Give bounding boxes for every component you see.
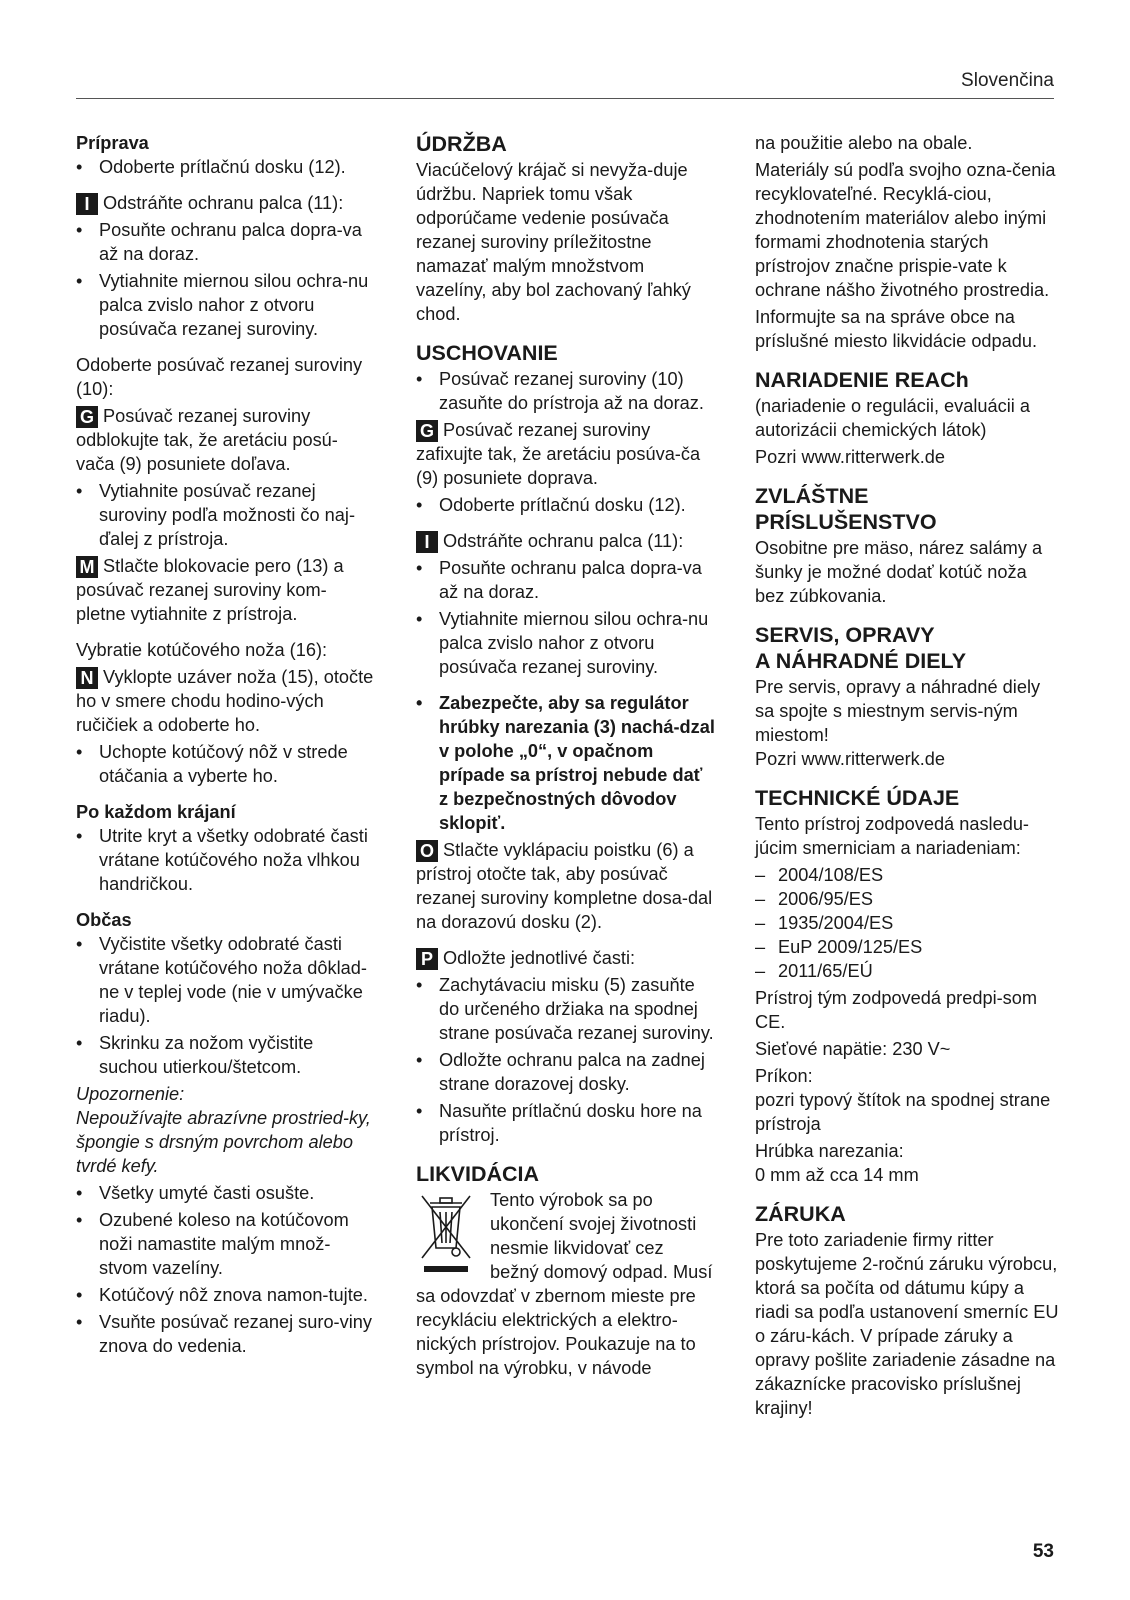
heading-nahradne-diely: A NÁHRADNÉ DIELY [755, 649, 967, 673]
paragraph: na použitie alebo na obale. [755, 133, 973, 153]
list-item: • Vyčistite všetky odobraté časti vrátane kotúčového noža dôklad-ne v teplej vode (nie v umývačke riadu). [76, 932, 376, 1028]
step-text: Stlačte vyklápaciu poistku (6) a prístroj otočte tak, aby posúvač rezanej suroviny kompletne dosa-dal na dorazovú dosku (2). [416, 840, 713, 932]
step-paragraph [76, 554, 376, 626]
paragraph: Viacúčelový krájač si nevyža-duje údržbu. Napriek tomu však odporúčame vedenie posúvača rezanej suroviny príležitostne namazať malým množstvom vazelíny, aby bol zachovaný ľahký chod. [416, 160, 691, 324]
paragraph: pozri typový štítok na spodnej strane prístroja [755, 1090, 1051, 1134]
paragraph: Informujte sa na správe obce na príslušné miesto likvidácie odpadu. [755, 307, 1038, 351]
directive-item: – 2004/108/ES [755, 863, 1060, 887]
heading-zaruka: ZÁRUKA [755, 1202, 846, 1226]
list-item: • Vytiahnite posúvač rezanej suroviny podľa možnosti čo naj-ďalej z prístroja. [76, 479, 376, 551]
paragraph: Odoberte posúvač rezanej suroviny (10): [76, 355, 363, 399]
column-3 [755, 131, 1060, 1423]
paragraph: Vybratie kotúčového noža (16): [76, 640, 328, 660]
heading-prislusenstvo: PRÍSLUŠENSTVO [755, 510, 937, 534]
warning-item: • Zabezpečte, aby sa regulátor hrúbky narezania (3) nachá-dzal v polohe „0“, v opačnom prípade sa prístroj nebude dať z bezpečnostných dôvodov sklopiť. [416, 691, 716, 835]
paragraph: Tento prístroj zodpovedá nasledu-júcim smerniciam a nariadeniam: [755, 814, 1029, 858]
step-badge-icon: G [76, 406, 98, 428]
step-paragraph [416, 529, 716, 553]
step-paragraph [76, 404, 376, 476]
list-item: • Vytiahnite miernou silou ochra-nu palca zvislo nahor z otvoru posúvača rezanej suroviny. [416, 607, 716, 679]
list-item: • Skrinku za nožom vyčistite suchou utierkou/štetcom. [76, 1031, 376, 1079]
list-item: • Nasuňte prítlačnú dosku hore na prístroj. [416, 1099, 716, 1147]
list-item: • Odložte ochranu palca na zadnej strane dorazovej dosky. [416, 1048, 716, 1096]
step-badge-icon: M [76, 556, 98, 578]
directive-item: – 2006/95/ES [755, 887, 1060, 911]
subheading-obcas: Občas [76, 910, 132, 930]
step-text: Vyklopte uzáver noža (15), otočte ho v smere chodu hodino-vých ručičiek a odoberte ho. [76, 667, 374, 735]
list-item: • Všetky umyté časti osušte. [76, 1181, 376, 1205]
list-item: • Posuňte ochranu palca dopra-va až na doraz. [76, 218, 376, 266]
note-title: Upozornenie: [76, 1084, 185, 1104]
step-badge-icon: P [416, 948, 438, 970]
paragraph: (nariadenie o regulácii, evaluácii a autorizácii chemických látok) [755, 396, 1030, 440]
step-text: Posúvač rezanej suroviny zafixujte tak, že aretáciu posúva-ča (9) posuniete doprava. [416, 420, 701, 488]
heading-nariadenie-reach: NARIADENIE REACh [755, 368, 969, 392]
list-item: • Posúvač rezanej suroviny (10) zasuňte do prístroja až na doraz. [416, 367, 716, 415]
paragraph: 0 mm až cca 14 mm [755, 1165, 919, 1185]
list-item: • Odoberte prítlačnú dosku (12). [416, 493, 716, 517]
list-item: • Ozubené koleso na kotúčovom noži namastite malým množ-stvom vazelíny. [76, 1208, 376, 1280]
column-2 [416, 131, 716, 1380]
step-text: Posúvač rezanej suroviny odblokujte tak, že aretáciu posú-vača (9) posuniete doľava. [76, 406, 338, 474]
list-item: • Vytiahnite miernou silou ochra-nu palca zvislo nahor z otvoru posúvača rezanej suroviny. [76, 269, 376, 341]
heading-udrzba: ÚDRŽBA [416, 132, 507, 156]
paragraph: Hrúbka narezania: [755, 1141, 904, 1161]
list-item: • Zachytávaciu misku (5) zasuňte do určeného držiaka na spodnej strane posúvača rezanej suroviny. [416, 973, 716, 1045]
disposal-paragraph [416, 1188, 716, 1380]
heading-uschovanie: USCHOVANIE [416, 341, 558, 365]
paragraph: Pozri www.ritterwerk.de [755, 749, 946, 769]
list-item: • Odoberte prítlačnú dosku (12). [76, 155, 376, 179]
list-item: • Vsuňte posúvač rezanej suro-viny znova do vedenia. [76, 1310, 376, 1358]
step-badge-icon: N [76, 667, 98, 689]
crossed-out-wheelie-bin-icon [416, 1190, 476, 1278]
list-item: • Posuňte ochranu palca dopra-va až na doraz. [416, 556, 716, 604]
list-item: • Uchopte kotúčový nôž v strede otáčania a vyberte ho. [76, 740, 376, 788]
note-text: Nepoužívajte abrazívne prostried-ky, špongie s drsným povrchom alebo tvrdé kefy. [76, 1108, 371, 1176]
paragraph: Osobitne pre mäso, nárez salámy a šunky je možné dodať kotúč noža bez zúbkovania. [755, 538, 1043, 606]
step-badge-icon: O [416, 840, 438, 862]
list-item: • Utrite kryt a všetky odobraté časti vrátane kotúčového noža vlhkou handričkou. [76, 824, 376, 896]
step-paragraph [416, 418, 716, 490]
paragraph: Prístroj tým zodpovedá predpi-som CE. [755, 988, 1038, 1032]
header-divider [76, 98, 1054, 99]
subheading-priprava: Príprava [76, 133, 149, 153]
directive-item: – 1935/2004/ES [755, 911, 1060, 935]
list-item: • Kotúčový nôž znova namon-tujte. [76, 1283, 376, 1307]
paragraph: Pre servis, opravy a náhradné diely sa spojte s miestnym servis-ným miestom! [755, 677, 1041, 745]
disposal-text: Tento výrobok sa po ukončení svojej životnosti nesmie likvidovať cez bežný domový odpad. Musí sa odovzdať v zbernom mieste pre recykláciu elektrických a elektro-nických prístrojov. Poukazuje na to symbol na výrobku, v návode [416, 1190, 713, 1378]
language-label: Slovenčina [961, 70, 1054, 91]
heading-servis-opravy: SERVIS, OPRAVY [755, 623, 935, 647]
paragraph: Sieťové napätie: 230 V~ [755, 1039, 951, 1059]
step-text: Odstráňte ochranu palca (11): [103, 193, 344, 213]
heading-zvlastne: ZVLÁŠTNE [755, 484, 869, 508]
subheading-po-kazdom-krajani: Po každom krájaní [76, 802, 236, 822]
paragraph: Príkon: [755, 1066, 813, 1086]
directive-item: – 2011/65/EÚ [755, 959, 1060, 983]
step-badge-icon: I [76, 193, 98, 215]
paragraph: Pre toto zariadenie firmy ritter poskytujeme 2-ročnú záruku výrobcu, ktorá sa počíta od dátumu kúpy a riadi sa podľa ustanovení smerníc EU o záru-kách. V prípade záruky a opravy pošlite zariadenie zásadne na zákaznícke pracovisko príslušnej krajiny! [755, 1230, 1059, 1418]
step-text: Stlačte blokovacie pero (13) a posúvač rezanej suroviny kom-pletne vytiahnite z prístroja. [76, 556, 344, 624]
step-paragraph [76, 191, 376, 215]
heading-technicke-udaje: TECHNICKÉ ÚDAJE [755, 786, 960, 810]
step-paragraph [416, 946, 716, 970]
column-1 [76, 131, 376, 1361]
step-text: Odložte jednotlivé časti: [443, 948, 636, 968]
page-number: 53 [1032, 1541, 1054, 1562]
step-paragraph [416, 838, 716, 934]
step-badge-icon: G [416, 420, 438, 442]
step-paragraph [76, 665, 376, 737]
step-text: Odstráňte ochranu palca (11): [443, 531, 684, 551]
paragraph: Pozri www.ritterwerk.de [755, 447, 946, 467]
directive-item: – EuP 2009/125/ES [755, 935, 1060, 959]
paragraph: Materiály sú podľa svojho ozna-čenia recyklovateľné. Recyklá-ciou, zhodnotením materiálov alebo inými formami zhodnotenia starých prístrojov značne prispie-vate k ochrane nášho životného prostredia. [755, 160, 1056, 300]
heading-likvidacia: LIKVIDÁCIA [416, 1162, 540, 1186]
step-badge-icon: I [416, 531, 438, 553]
